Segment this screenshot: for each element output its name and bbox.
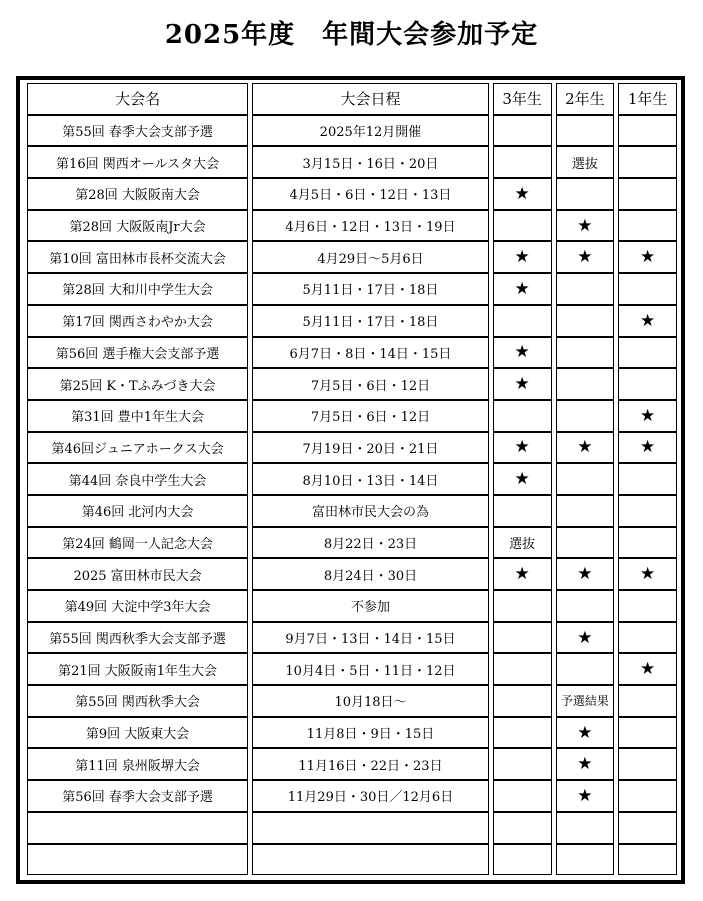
grade-3-cell <box>493 812 552 844</box>
grade-2-cell <box>556 812 615 844</box>
tournament-name-cell: 第56回 春季大会支部予選 <box>27 780 248 812</box>
grade-3-cell <box>493 717 552 749</box>
grade-2-cell: ★ <box>556 558 615 590</box>
table-row <box>27 590 677 622</box>
tournament-name-cell: 第28回 大和川中学生大会 <box>27 273 248 305</box>
tournament-name-cell: 第28回 大阪阪南Jr大会 <box>27 210 248 242</box>
schedule-cell: 8月22日・23日 <box>252 527 489 559</box>
grade-1-cell <box>618 844 677 876</box>
tournament-name-cell: 第46回 北河内大会 <box>27 495 248 527</box>
schedule-cell: 7月5日・6日・12日 <box>252 368 489 400</box>
tournament-name-cell: 第11回 泉州阪堺大会 <box>27 748 248 780</box>
grade-2-cell: ★ <box>556 748 615 780</box>
grade-1-cell <box>618 146 677 178</box>
grade-2-cell <box>556 273 615 305</box>
page-title: 2025年度 年間大会参加予定 <box>164 20 539 50</box>
tournament-name-cell: 第10回 富田林市長杯交流大会 <box>27 241 248 273</box>
grade-3-cell: ★ <box>493 432 552 464</box>
header-grade-3: 3年生 <box>493 83 552 115</box>
grade-3-cell <box>493 748 552 780</box>
table-row <box>27 622 677 654</box>
schedule-cell: 7月19日・20日・21日 <box>252 432 489 464</box>
table-row <box>27 368 677 400</box>
header-tournament-name: 大会名 <box>27 83 248 115</box>
grade-3-cell <box>493 115 552 147</box>
tournament-name-cell: 第55回 春季大会支部予選 <box>27 115 248 147</box>
grade-2-cell <box>556 844 615 876</box>
grade-2-cell <box>556 590 615 622</box>
table-row <box>27 717 677 749</box>
table-row <box>27 337 677 369</box>
tournament-name-cell: 第46回ジュニアホークス大会 <box>27 432 248 464</box>
schedule-cell: 8月24日・30日 <box>252 558 489 590</box>
tournament-name-cell: 第56回 選手権大会支部予選 <box>27 337 248 369</box>
grade-3-cell <box>493 780 552 812</box>
table-row <box>27 558 677 590</box>
schedule-cell: 4月6日・12日・13日・19日 <box>252 210 489 242</box>
grade-1-cell <box>618 780 677 812</box>
schedule-cell: 11月29日・30日／12月6日 <box>252 780 489 812</box>
grade-2-cell <box>556 115 615 147</box>
tournament-name-cell: 第28回 大阪阪南大会 <box>27 178 248 210</box>
grade-3-cell <box>493 590 552 622</box>
table-row <box>27 432 677 464</box>
tournament-name-cell: 第44回 奈良中学生大会 <box>27 463 248 495</box>
schedule-cell: 4月29日～5月6日 <box>252 241 489 273</box>
grade-1-cell <box>618 590 677 622</box>
table-row <box>27 115 677 147</box>
schedule-cell: 7月5日・6日・12日 <box>252 400 489 432</box>
tournament-name-cell: 第55回 関西秋季大会 <box>27 685 248 717</box>
grade-3-cell <box>493 653 552 685</box>
schedule-table-frame <box>16 76 685 884</box>
grade-3-cell <box>493 400 552 432</box>
grade-2-cell <box>556 463 615 495</box>
grade-2-cell: ★ <box>556 241 615 273</box>
table-row <box>27 780 677 812</box>
schedule-table <box>23 83 681 875</box>
grade-2-cell: ★ <box>556 780 615 812</box>
schedule-cell: 3月15日・16日・20日 <box>252 146 489 178</box>
table-row <box>27 748 677 780</box>
grade-1-cell: ★ <box>618 241 677 273</box>
tournament-name-cell: 第25回 K・Tふみづき大会 <box>27 368 248 400</box>
table-row <box>27 305 677 337</box>
grade-2-cell <box>556 368 615 400</box>
schedule-cell <box>252 844 489 876</box>
tournament-name-cell: 第16回 関西オールスタ大会 <box>27 146 248 178</box>
schedule-cell <box>252 812 489 844</box>
schedule-cell: 4月5日・6日・12日・13日 <box>252 178 489 210</box>
table-row <box>27 812 677 844</box>
table-row <box>27 495 677 527</box>
schedule-cell: 6月7日・8日・14日・15日 <box>252 337 489 369</box>
grade-3-cell: ★ <box>493 273 552 305</box>
grade-3-cell <box>493 210 552 242</box>
grade-1-cell <box>618 463 677 495</box>
grade-3-cell <box>493 146 552 178</box>
table-row <box>27 527 677 559</box>
grade-3-cell <box>493 622 552 654</box>
grade-3-cell: ★ <box>493 558 552 590</box>
table-row <box>27 241 677 273</box>
schedule-cell: 11月8日・9日・15日 <box>252 717 489 749</box>
schedule-cell: 9月7日・13日・14日・15日 <box>252 622 489 654</box>
table-row <box>27 146 677 178</box>
grade-2-cell <box>556 527 615 559</box>
tournament-name-cell: 第49回 大淀中学3年大会 <box>27 590 248 622</box>
grade-1-cell <box>618 210 677 242</box>
schedule-cell: 2025年12月開催 <box>252 115 489 147</box>
table-row <box>27 685 677 717</box>
grade-3-cell <box>493 685 552 717</box>
grade-3-cell: ★ <box>493 178 552 210</box>
grade-1-cell <box>618 748 677 780</box>
schedule-cell: 8月10日・13日・14日 <box>252 463 489 495</box>
schedule-cell: 10月4日・5日・11日・12日 <box>252 653 489 685</box>
tournament-name-cell: 第9回 大阪東大会 <box>27 717 248 749</box>
grade-1-cell <box>618 622 677 654</box>
tournament-name-cell: 第55回 関西秋季大会支部予選 <box>27 622 248 654</box>
header-grade-1: 1年生 <box>618 83 677 115</box>
table-row <box>27 273 677 305</box>
table-header-row <box>27 83 677 115</box>
table-row <box>27 178 677 210</box>
grade-2-cell: 選抜 <box>556 146 615 178</box>
grade-2-cell <box>556 178 615 210</box>
grade-1-cell <box>618 812 677 844</box>
grade-1-cell <box>618 495 677 527</box>
grade-1-cell <box>618 717 677 749</box>
table-row <box>27 844 677 876</box>
grade-3-cell: ★ <box>493 337 552 369</box>
schedule-cell: 5月11日・17日・18日 <box>252 305 489 337</box>
table-row <box>27 653 677 685</box>
tournament-name-cell <box>27 844 248 876</box>
grade-3-cell: ★ <box>493 368 552 400</box>
grade-3-cell <box>493 305 552 337</box>
grade-3-cell <box>493 495 552 527</box>
grade-1-cell <box>618 273 677 305</box>
grade-3-cell: 選抜 <box>493 527 552 559</box>
grade-3-cell: ★ <box>493 241 552 273</box>
schedule-cell: 富田林市民大会の為 <box>252 495 489 527</box>
grade-2-cell <box>556 337 615 369</box>
tournament-name-cell: 第24回 鶴岡一人記念大会 <box>27 527 248 559</box>
grade-1-cell: ★ <box>618 400 677 432</box>
grade-2-cell <box>556 305 615 337</box>
grade-1-cell <box>618 368 677 400</box>
grade-2-cell: 予選結果 <box>556 685 615 717</box>
grade-1-cell <box>618 527 677 559</box>
grade-1-cell <box>618 115 677 147</box>
header-schedule: 大会日程 <box>252 83 489 115</box>
grade-1-cell <box>618 178 677 210</box>
grade-3-cell <box>493 844 552 876</box>
grade-2-cell <box>556 400 615 432</box>
grade-2-cell: ★ <box>556 432 615 464</box>
table-row <box>27 463 677 495</box>
grade-1-cell: ★ <box>618 558 677 590</box>
grade-2-cell: ★ <box>556 622 615 654</box>
grade-2-cell <box>556 653 615 685</box>
tournament-name-cell: 第17回 関西さわやか大会 <box>27 305 248 337</box>
grade-2-cell <box>556 495 615 527</box>
grade-1-cell <box>618 337 677 369</box>
header-grade-2: 2年生 <box>556 83 615 115</box>
tournament-name-cell: 第21回 大阪阪南1年生大会 <box>27 653 248 685</box>
tournament-name-cell: 第31回 豊中1年生大会 <box>27 400 248 432</box>
schedule-cell: 5月11日・17日・18日 <box>252 273 489 305</box>
grade-3-cell: ★ <box>493 463 552 495</box>
grade-1-cell: ★ <box>618 305 677 337</box>
table-row <box>27 210 677 242</box>
grade-1-cell <box>618 685 677 717</box>
grade-2-cell: ★ <box>556 717 615 749</box>
schedule-cell: 不参加 <box>252 590 489 622</box>
schedule-cell: 11月16日・22日・23日 <box>252 748 489 780</box>
grade-2-cell: ★ <box>556 210 615 242</box>
tournament-name-cell: 2025 富田林市民大会 <box>27 558 248 590</box>
tournament-name-cell <box>27 812 248 844</box>
schedule-cell: 10月18日～ <box>252 685 489 717</box>
table-row <box>27 400 677 432</box>
grade-1-cell: ★ <box>618 653 677 685</box>
grade-1-cell: ★ <box>618 432 677 464</box>
